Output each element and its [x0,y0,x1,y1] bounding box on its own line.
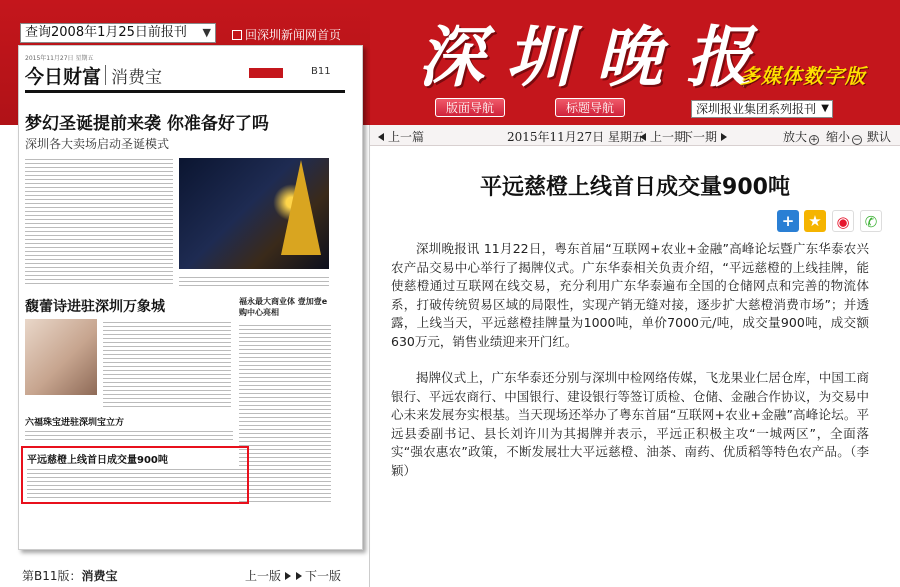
qzone-star-icon[interactable]: ★ [804,210,826,232]
arrow-left-icon [640,133,646,141]
thumb-text-block [179,274,329,288]
plus-icon: + [810,135,818,145]
section-separator [105,65,106,85]
home-link[interactable] [232,26,341,43]
default-size-label: 默认 [867,130,892,144]
zoom-in-label: 放大 [783,130,808,144]
chevron-down-icon: ▼ [202,26,211,39]
thumb-headline-3[interactable]: 六福珠宝进驻深圳宝立方 [25,418,125,428]
series-select[interactable] [691,100,833,118]
article-paragraph: 揭牌仪式上，广东华泰还分别与深圳中检网络传媒，飞龙果业仁居仓库，中国工商银行、平远农商行、中国银行、建设银行等签订质检、仓储、金融合作协议，为交易中心未来发展夯实根基。当天现场还举办了粤东首届“互联网+农业+金融”高峰论坛。平远县委副书记、县长刘许川为其揭牌并表示，平远正积极主攻“一城两区”，全面落实“强农惠农”政策，不断发展壮大平远慈橙、油茶、南药、优质稻等特色农产品。（李颖） [391,370,869,478]
next-issue-label: 下一期 [681,130,718,144]
arrow-right-icon [296,572,302,580]
prev-page-link[interactable] [245,567,291,584]
newspaper-mini-logo [249,68,283,78]
store-photo [25,319,97,395]
share-add-icon[interactable]: + [777,210,799,232]
page-thumbnail-panel [0,55,370,587]
article-body [391,240,869,498]
thumb-subhead-2[interactable]: 福永最大商业体 壹加壹e购中心亮相 [239,297,328,317]
selected-article-highlight[interactable] [21,446,249,504]
footer-section: 消费宝 [81,569,118,583]
page-footer-label [22,567,118,584]
thumb-text-block [27,466,243,500]
date-query-value: 查询2008年1月25日前报刊 [25,25,187,40]
page-thumbnail[interactable] [18,45,363,550]
thumb-text-block [25,156,173,286]
thumb-text-block [25,428,233,442]
thumb-text-block [239,322,331,502]
digital-edition-label: 多媒体数字版 [740,64,866,88]
arrow-left-icon [378,133,384,141]
footer-page-label: 第B11版： [22,569,82,583]
zoom-out-label: 缩小 [826,130,851,144]
article-title: 平远慈橙上线首日成交量900吨 [480,175,790,200]
home-icon [232,30,242,40]
next-issue-link[interactable] [681,128,727,145]
prev-article-link[interactable] [378,128,424,145]
prev-article-label: 上一篇 [388,130,425,144]
newspaper-logo: 深 圳 晚 报 [418,18,754,96]
prev-issue-label: 上一期 [650,130,687,144]
minus-icon: − [853,135,861,145]
arrow-right-icon [721,133,727,141]
christmas-tree-shape [281,160,321,255]
arrow-right-icon [285,572,291,580]
zoom-in-button[interactable] [783,128,819,145]
next-page-link[interactable] [296,567,341,584]
section-subtitle: 消费宝 [111,68,162,88]
layout-nav-button[interactable]: 版面导航 [435,98,505,117]
thumb-text-block [103,319,231,409]
article-toolbar [370,125,900,146]
thumb-headline-1[interactable]: 梦幻圣诞提前来袭 你准备好了吗 [25,114,269,134]
date-query-select[interactable] [20,23,216,43]
page-meta: 2015年11月27日 星期五 [25,55,94,62]
series-select-value: 深圳报业集团系列报刊 [696,102,817,116]
default-size-button[interactable] [867,128,891,145]
next-page-label: 下一版 [305,569,342,583]
prev-page-label: 上一版 [245,569,282,583]
chevron-down-icon: ▼ [821,103,829,114]
article-paragraph: 深圳晚报讯 11月22日，粤东首届“互联网+农业+金融”高峰论坛暨广东华泰农兴农产品交易中心举行了揭牌仪式。广东华泰相关负责介绍，“平远慈橙的上线挂牌，能使慈橙通过互联网在线交易，充分利用广东华泰遍布全国的仓储网点和完善的物流体系，打破传统贸易区域的局限性，实现产销无缝对接，逐步扩大慈橙消费市场”；并透露，上线当天，平远慈橙挂牌量为1000吨，单价7000元/吨，成交量900吨，成交额630万元，销售业绩迎来开门红。 [391,241,869,349]
zoom-out-button[interactable] [826,128,862,145]
home-link-label: 回深圳新闻网首页 [245,28,342,42]
page-number: B11 [311,66,331,77]
highlight-title: 平远慈橙上线首日成交量900吨 [27,455,168,466]
thumb-subhead-1: 深圳各大卖场启动圣诞模式 [25,137,170,151]
section-rule [25,90,345,93]
section-title: 今日财富 [25,66,102,88]
prev-issue-link[interactable] [640,128,686,145]
title-nav-button[interactable]: 标题导航 [555,98,625,117]
issue-date: 2015年11月27日 星期五 [507,130,644,144]
wechat-icon[interactable]: ✆ [860,210,882,232]
weibo-icon[interactable]: ◉ [832,210,854,232]
thumb-headline-2[interactable]: 馥蕾诗进驻深圳万象城 [25,299,165,315]
